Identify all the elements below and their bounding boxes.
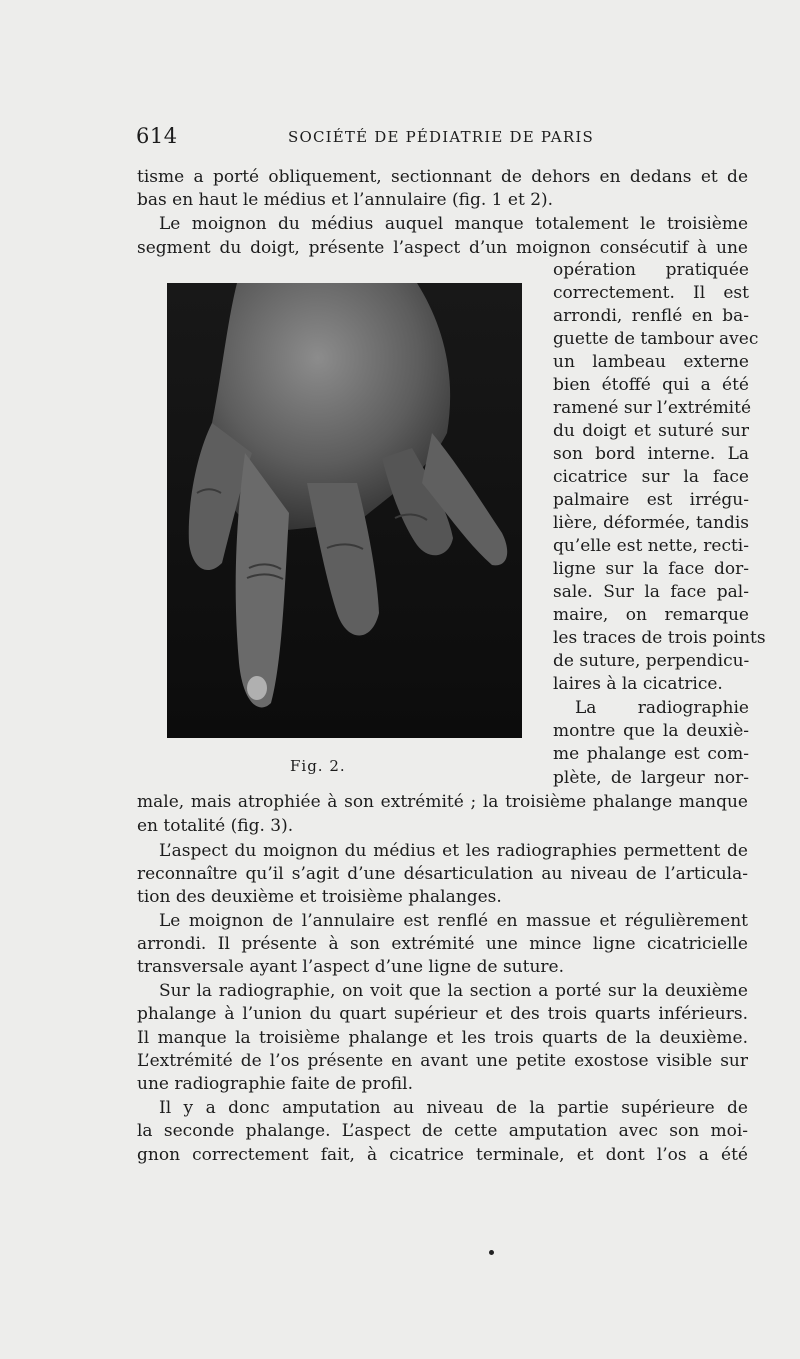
text-line: Il manque la troisième phalange et les trois quarts de la deuxième. [137,1028,748,1048]
text-line: en totalité (fig. 3). [137,816,294,836]
text-line: Sur la radiographie, on voit que la section a porté sur la deuxième [159,981,748,1001]
text-line: me phalange est com- [553,744,749,764]
text-line: ramené sur l’extrémité [553,398,752,418]
text-line: qu’elle est nette, recti- [553,536,749,556]
text-line: Le moignon du médius auquel manque totalement le troisième [159,214,748,234]
text-line: bien étoffé qui a été [553,375,749,395]
figure-caption: Fig. 2. [290,757,346,775]
text-line: phalange à l’union du quart supérieur et des trois quarts inférieurs. [137,1004,748,1024]
text-line: laires à la cicatrice. [553,674,723,694]
text-line: cicatrice sur la face [553,467,749,487]
running-header: SOCIÉTÉ DE PÉDIATRIE DE PARIS [288,128,594,146]
text-line: bas en haut le médius et l’annulaire (fig. 1 et 2). [137,190,554,210]
text-line: reconnaître qu’il s’agit d’une désarticulation au niveau de l’articula- [137,864,748,884]
text-line: un lambeau externe [553,352,749,372]
text-line: opération pratiquée [553,260,749,280]
text-line: arrondi, renflé en ba- [553,306,749,326]
text-line: de suture, perpendicu- [553,651,750,671]
text-line: lière, déformée, tandis [553,513,749,533]
hand-photograph [167,283,522,738]
text-line: les traces de trois points [553,628,766,648]
text-line: segment du doigt, présente l’aspect d’un moignon consécutif à une [137,238,748,258]
text-line: la seconde phalange. L’aspect de cette amputation avec son moi- [137,1121,748,1141]
text-line: L’aspect du moignon du médius et les radiographies permettent de [159,841,748,861]
text-line: tisme a porté obliquement, sectionnant de dehors en dedans et de [137,167,748,187]
text-line: guette de tambour avec [553,329,759,349]
hand-figure-drawing [167,283,522,738]
text-line: du doigt et suturé sur [553,421,749,441]
text-line: une radiographie faite de profil. [137,1074,413,1094]
text-line: La radiographie [575,698,749,718]
text-line: montre que la deuxiè- [553,721,749,741]
text-line: male, mais atrophiée à son extrémité ; la troisième phalange manque [137,792,748,812]
text-line: arrondi. Il présente à son extrémité une mince ligne cicatricielle [137,934,748,954]
text-line: palmaire est irrégu- [553,490,749,510]
text-line: Il y a donc amputation au niveau de la partie supérieure de [159,1098,748,1118]
text-line: gnon correctement fait, à cicatrice terminale, et dont l’os a été [137,1145,748,1165]
text-line: plète, de largeur nor- [553,768,749,788]
text-line: ligne sur la face dor- [553,559,749,579]
text-line: transversale ayant l’aspect d’une ligne de suture. [137,957,564,977]
text-line: maire, on remarque [553,605,749,625]
text-line: sale. Sur la face pal- [553,582,749,602]
text-line: son bord interne. La [553,444,749,464]
text-line: L’extrémité de l’os présente en avant une petite exostose visible sur [137,1051,748,1071]
text-line: Le moignon de l’annulaire est renflé en massue et régulièrement [159,911,748,931]
printing-speck [489,1250,494,1255]
text-line: correctement. Il est [553,283,749,303]
text-line: tion des deuxième et troisième phalanges. [137,887,502,907]
page-number: 614 [136,124,178,148]
